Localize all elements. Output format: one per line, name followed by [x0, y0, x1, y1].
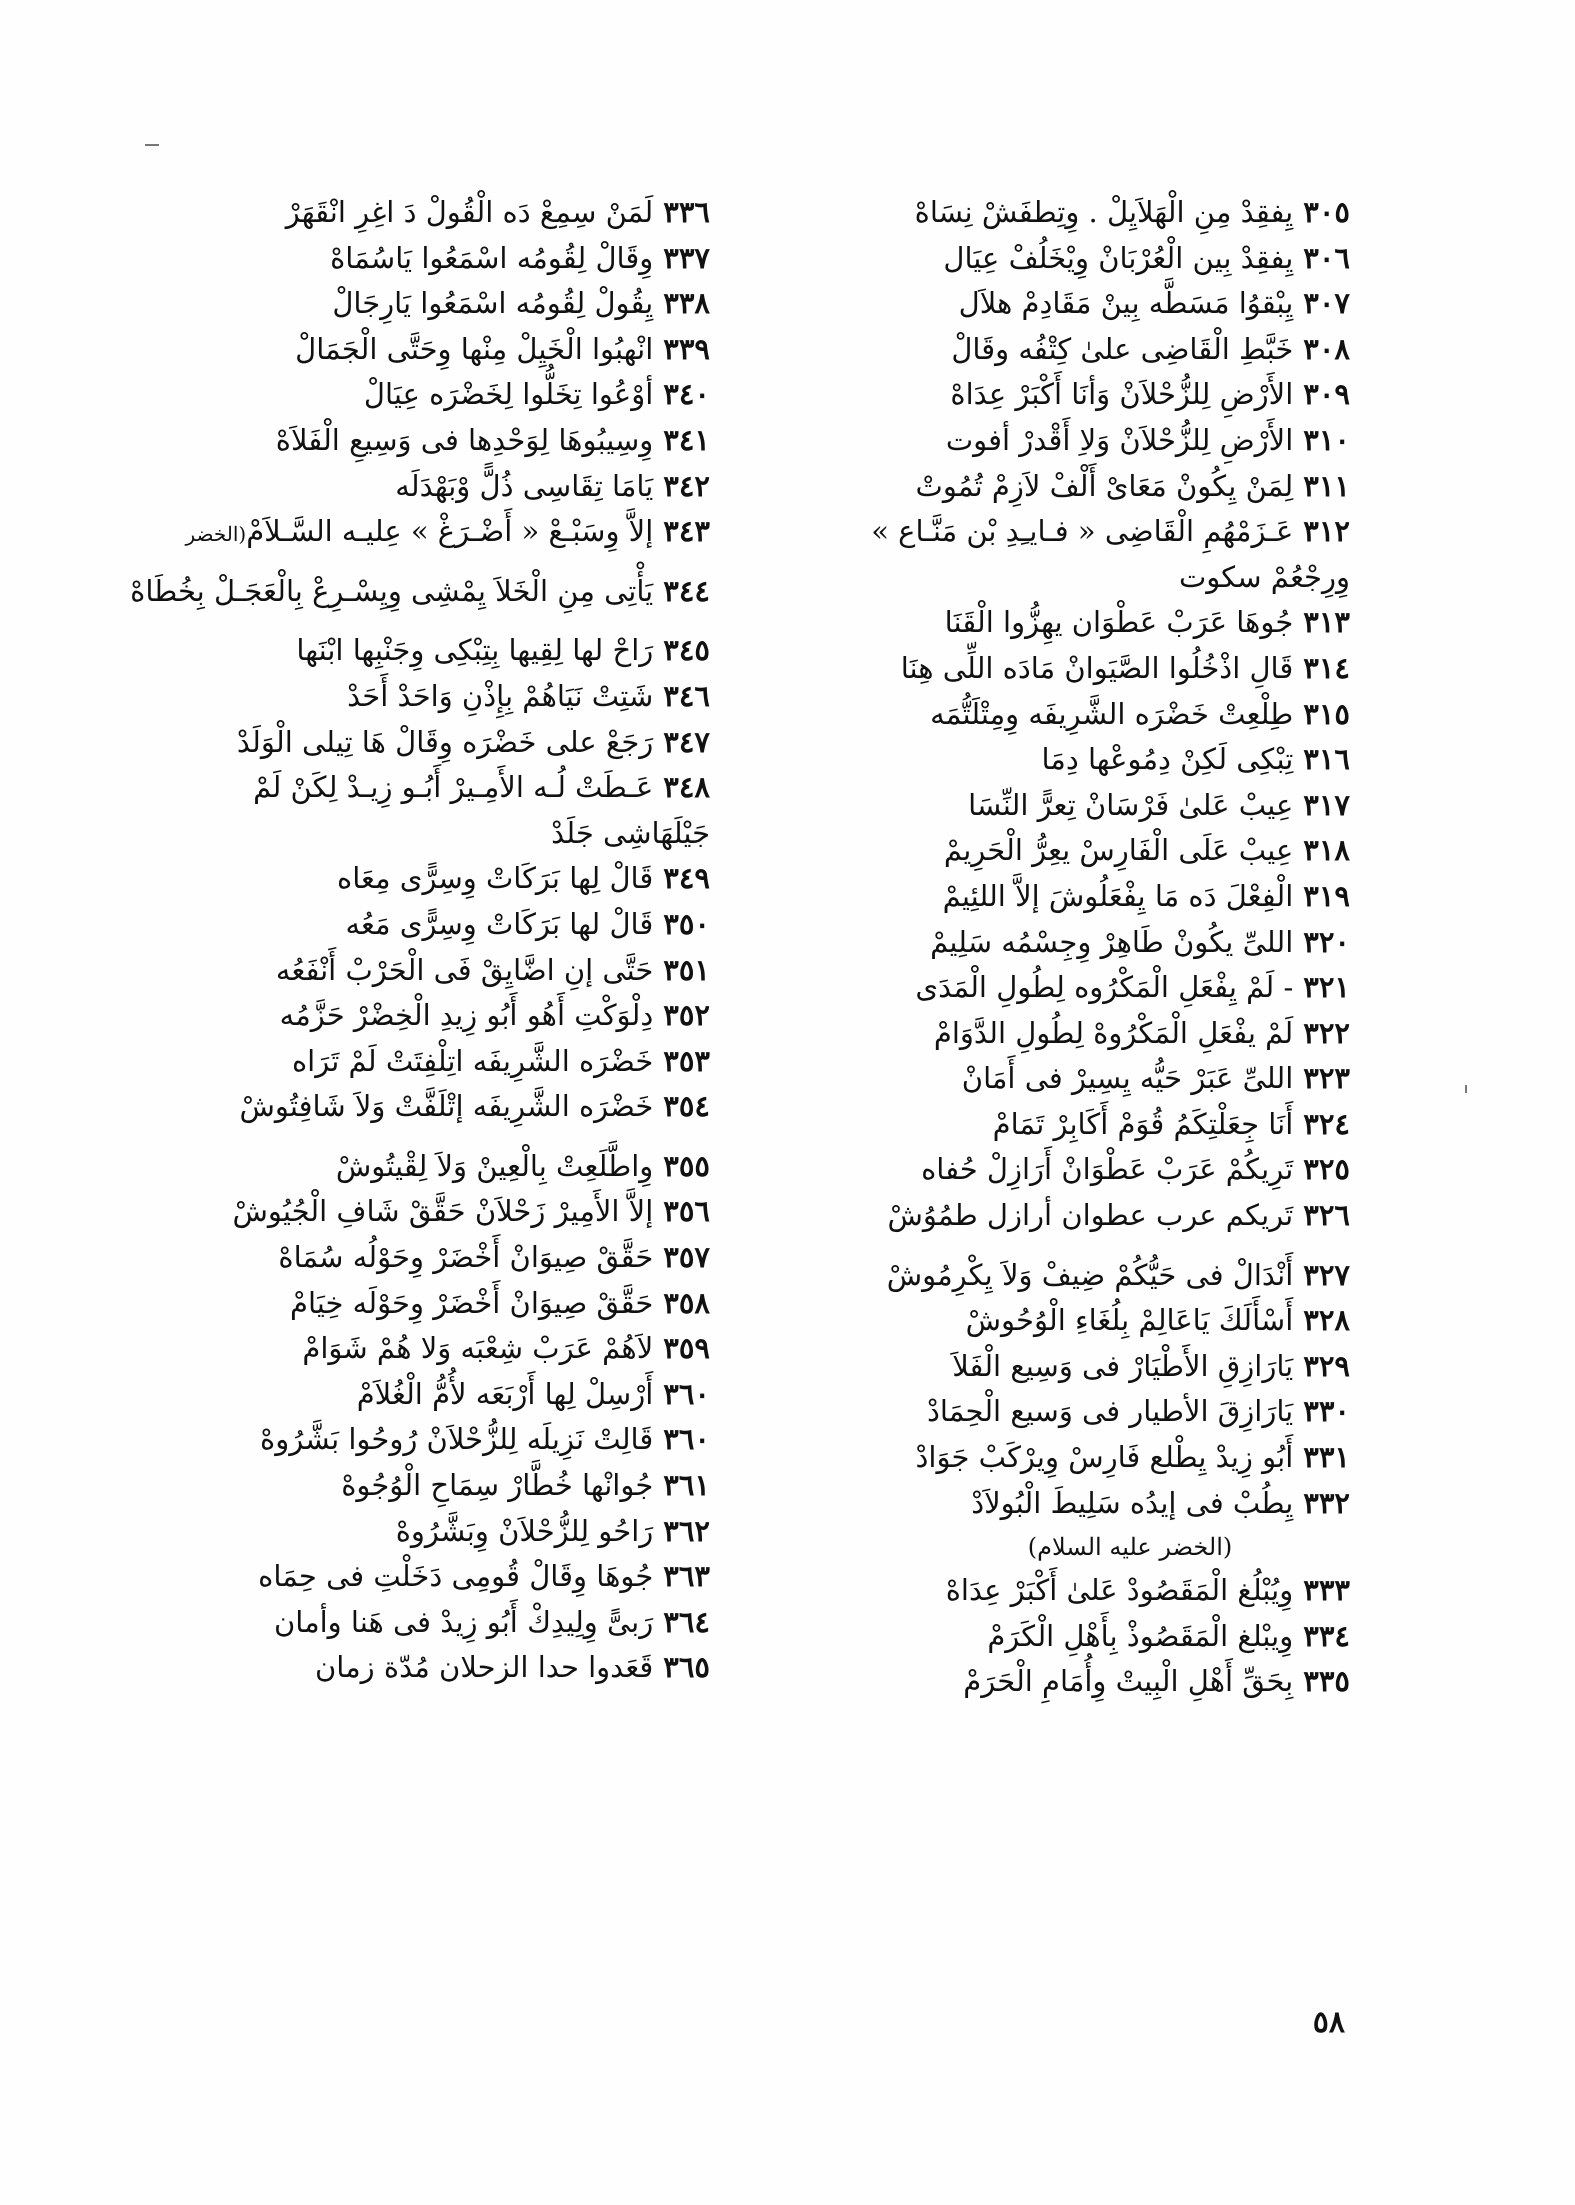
- verse-number: ٣٠٥: [1303, 195, 1350, 229]
- verse-number: ٣١٦: [1303, 742, 1350, 777]
- verse-text: وِسِيبُوهَا لِوَحْدِها فى وَسِيعِ الْفَلاَهْ: [275, 422, 654, 457]
- verse-text: يِطُبْ فى إيدُه سَلِيطَ الْبُولاَدْ: [971, 1485, 1294, 1520]
- verse-number: ٣٢٧: [1303, 1257, 1350, 1292]
- verse-text: الْفِعْلَ دَه مَا يِفْعَلُوشَ إلاَّ اللئِيمْ: [942, 878, 1294, 913]
- verse-number: ٣١٢: [1303, 514, 1350, 549]
- verse-text: أَنْدَالْ فى حَيُّكُمْ ضِيفْ وَلاَ يِكْرِمُوشْ: [886, 1257, 1294, 1292]
- verse-number: ٣١٩: [1303, 878, 1350, 913]
- verse-number: ٣٦٢: [663, 1513, 710, 1548]
- verse-line: [110, 902, 710, 948]
- verse-text: قَالِتْ نَزِيلَه لِلزُّحْلاَنْ رُوحُوا بَشَّرُوهْ: [260, 1422, 654, 1457]
- verse-line: [110, 281, 710, 327]
- verse-line: [830, 828, 1350, 874]
- verse-text: اللىِّ يكُونْ طَاهِرْ وِجِسْمُه سَلِيمْ: [930, 924, 1294, 959]
- verse-line: [110, 1235, 710, 1281]
- verse-line: [830, 1011, 1350, 1057]
- verse-text: خَضْرَه الشَّرِيفَه اتِلْفِتَتْ لَمْ تَرَاه: [291, 1043, 654, 1078]
- verse-text: تَريكم عرب عطوان أرازل طمُوُشْ: [887, 1198, 1294, 1233]
- scan-mark: [145, 144, 159, 146]
- verse-line: [110, 464, 710, 510]
- verse-line: [830, 1253, 1350, 1299]
- verse-line: [830, 190, 1350, 236]
- verse-line: [830, 281, 1350, 327]
- verse-number: ٣٦٣: [663, 1559, 710, 1594]
- verse-text: أَنَا جِعَلْتِكَمُ قُوَمْ أَكَابِرْ تَمَامْ: [992, 1106, 1294, 1141]
- verse-number: ٣٣٣: [1303, 1573, 1350, 1608]
- verse-number: ٣٤٤: [663, 573, 710, 608]
- verse-text: عَـزَمْهُمِ الْقَاضِى « فـايـِدِ بْن مَنَّـاع »: [871, 514, 1294, 549]
- verse-number: ٣٢٣: [1303, 1061, 1350, 1096]
- verse-number: ٣١٥: [1303, 696, 1350, 731]
- verse-line: [110, 1645, 710, 1691]
- verse-text: حَقَّقْ صِيوَانْ أَخْضَرْ وِحَوْلُه سُمَاهْ: [278, 1240, 654, 1275]
- verse-number: ٣٠٨: [1303, 331, 1350, 366]
- verse-text: يَارَازِقَ الأطيار فى وَسيع الْحِمَادْ: [926, 1394, 1294, 1429]
- verse-text: يَامَا تِقَاسِى ذُلًّ وْبَهْدَلَه: [395, 468, 654, 503]
- verse-line: [110, 628, 710, 674]
- verse-continuation: جَيْلَهَاشِى جَلَدْ: [551, 815, 710, 850]
- verse-line: [110, 1144, 710, 1190]
- verse-line: [830, 1435, 1350, 1481]
- verse-number: ٣٥٦: [663, 1194, 710, 1229]
- verse-number: ٣٠٦: [1303, 240, 1350, 275]
- verse-number: ٣٢٨: [1303, 1303, 1350, 1338]
- verse-text: لَمَنْ سِمِعْ دَه الْقُولْ دَ اغِرِ انْقَهَرْ: [285, 195, 654, 229]
- verse-number: ٣١١: [1303, 468, 1350, 503]
- verse-text: قَعَدوا حدا الزحلان مُدّة زمان: [315, 1650, 654, 1685]
- left-column: [110, 190, 710, 1691]
- verse-line: [830, 646, 1350, 692]
- verse-text: - لَمْ يِفْعَلِ الْمَكْرُوه لِطُولِ الْمَدَى: [915, 970, 1294, 1005]
- verse-number: ٣٢٤: [1303, 1106, 1350, 1141]
- verse-line: [110, 1554, 710, 1600]
- verse-number: ٣٢١: [1303, 970, 1350, 1005]
- verse-line: [110, 1463, 710, 1509]
- verse-text: عِيبْ عَلىٰ فَرْسَانْ تِعرًّ النِّسَا: [968, 787, 1294, 822]
- verse-line: [110, 1189, 710, 1235]
- verse-continuation: وِرِجْعُمْ سكوت: [1178, 559, 1350, 594]
- verse-number: ٣٥٢: [663, 998, 710, 1033]
- verse-text: انْهبُوا الْخَيِلْ مِنْها وِحَتَّى الْجَمَالْ: [295, 331, 654, 366]
- verse-number: ٣٦٠: [663, 1376, 710, 1411]
- verse-number: ٣٥٣: [663, 1043, 710, 1078]
- verse-text: جُوهَا عَرَبْ عَطْوَان يهِزُّوا الْقَنَا: [944, 605, 1294, 640]
- verse-number: ٣٦٠: [663, 1422, 710, 1457]
- verse-number: ٣٢٦: [1303, 1198, 1350, 1233]
- verse-text: شَتِتْ نَيَاهُمْ بِإِذْنِ وَاحَدْ أَحَدْ: [347, 678, 654, 713]
- verse-line: [110, 1600, 710, 1646]
- verse-number: ٣٠٩: [1303, 377, 1350, 412]
- verse-number: ٣٦٤: [663, 1604, 710, 1639]
- verse-line: [830, 1298, 1350, 1344]
- verse-text: أَبُو زِيدْ يِطْلع فَارِسْ وِيرْكَبْ جَوَادْ: [915, 1440, 1294, 1475]
- verse-line: [110, 674, 710, 720]
- verse-number: ٣٣٧: [663, 240, 710, 275]
- verse-text: رَبىًّ وِلِيدِكْ أَبُو زِيدْ فى هَنا وأمان: [273, 1604, 654, 1639]
- verse-line: [830, 236, 1350, 282]
- verse-text: يَارَازِقِ الأَطْيَارْ فى وَسِيع الْفَلاَ: [952, 1348, 1294, 1383]
- right-column: [830, 190, 1350, 1705]
- verse-line: [830, 783, 1350, 829]
- inline-note: (الخضر: [185, 522, 247, 547]
- verse-text: لاَهُمْ عَرَبْ شِعْبَه وَلا هُمْ شَوَامْ: [302, 1331, 654, 1366]
- verse-number: ٣٢٩: [1303, 1348, 1350, 1383]
- verse-number: ٣٣٥: [1303, 1664, 1350, 1699]
- verse-text: إلاَّ الأَمِيرْ زَحْلاَنْ حَقَّقْ شَافِ الْجُيُوشْ: [232, 1194, 654, 1229]
- verse-line: [110, 1326, 710, 1372]
- verse-line: [830, 920, 1350, 966]
- verse-number: ٣٤٠: [663, 377, 710, 412]
- verse-text: يِقُولْ لِقُومُه اسْمَعُوا يَارِجَالْ: [332, 286, 654, 321]
- verse-line: [830, 965, 1350, 1011]
- verse-line: [110, 509, 710, 555]
- verse-number: ٣٥٠: [663, 906, 710, 941]
- verse-number: ٣٤١: [663, 422, 710, 457]
- verse-text: أوْعُوا تِخَلُّوا لِخَضْرَه عِيَالْ: [363, 377, 654, 412]
- verse-line: [830, 1568, 1350, 1614]
- verse-line: [830, 1147, 1350, 1193]
- verse-number: ٣٥١: [663, 952, 710, 987]
- verse-line: [830, 464, 1350, 510]
- verse-line: [830, 1193, 1350, 1239]
- verse-number: ٣١٤: [1303, 650, 1350, 685]
- verse-number: ٣٣٨: [663, 286, 710, 321]
- verse-number: ٣٢٥: [1303, 1152, 1350, 1187]
- verse-number: ٣٤٥: [663, 633, 710, 668]
- verse-text: وِيُبْلُغ الْمَقَصُودْ عَلىٰ أَكْبَرْ عِدَاهْ: [945, 1573, 1294, 1608]
- verse-text: جُوانْها خُطَّارْ سِمَاحِ الْوُجُوهْ: [341, 1468, 654, 1503]
- verse-number: ٣١٧: [1303, 787, 1350, 822]
- verse-text: يِفقِدْ مِنِ الْهَلاَيِلْ . وِتِطفَشْ نِسَاهْ: [914, 195, 1294, 229]
- verse-line: [110, 569, 710, 615]
- verse-line: [830, 874, 1350, 920]
- verse-text: اللىِّ عَبَرْ حَيُّه يِسِيرْ فى أَمَانْ: [961, 1061, 1294, 1096]
- verse-line: [110, 1417, 710, 1463]
- verse-number: ٣٥٨: [663, 1285, 710, 1320]
- verse-number: ٣٣١: [1303, 1440, 1350, 1475]
- verse-number: ٣٥٤: [663, 1089, 710, 1124]
- verse-line: [830, 1614, 1350, 1660]
- verse-number: ٣٤٧: [663, 724, 710, 759]
- verse-number: ٣٢٢: [1303, 1015, 1350, 1050]
- verse-number: ٣٣٦: [663, 195, 710, 229]
- verse-number: ٣٥٥: [663, 1148, 710, 1183]
- verse-line: [110, 948, 710, 994]
- verse-number: ٣٣٩: [663, 331, 710, 366]
- verse-text: عَـطَتْ لُـه الأَمِـيرْ أَبُـو زِيـدْ لِكَنْ لَمْ: [253, 770, 654, 805]
- verse-text: أَسْأَلَكَ يَاعَالِمْ بِلُغَاءِ الْوُحُوشْ: [965, 1303, 1294, 1338]
- verse-text: حَقَّقْ صِيوَانْ أَخْضَرْ وِحَوْلَه خِيَامْ: [290, 1285, 654, 1320]
- verse-text: الأَرْضِ لِلزُّحْلاَنْ وَلاِ أَقْدرْ أفوت: [945, 422, 1294, 457]
- verse-line: [110, 1509, 710, 1555]
- verse-text: دِلْوَكْتِ أَهُو أَبُو زِيدِ الْخِضْرْ حَزَّمُه: [279, 998, 654, 1033]
- verse-text: بِحَقِّ أَهْلِ الْبِيتْ وِأُمَامِ الْحَرَمْ: [963, 1664, 1294, 1699]
- verse-text: يِبْقوُا مَسَطَّه بِينْ مَقَادِمْ هلاَل: [958, 286, 1294, 321]
- verse-line: [830, 372, 1350, 418]
- verse-number: ٣٥٧: [663, 1240, 710, 1275]
- verse-number: ٣٦١: [663, 1468, 710, 1503]
- verse-number: ٣٣٠: [1303, 1394, 1350, 1429]
- verse-line: [110, 190, 710, 236]
- verse-text: رَاحْ لها لِقِيها بِتِبْكِى وِجَنْبِها ابْنَها: [296, 633, 654, 668]
- verse-text: جُوهَا وِقَالْ قُومِى دَخَلْتِ فى حِمَاه: [258, 1559, 654, 1594]
- verse-number: ٣٣٢: [1303, 1485, 1350, 1520]
- verse-line: [830, 600, 1350, 646]
- verse-text: طِلْعِتْ خَضْرَه الشَّرِيفَه وِمِتْلَتُّمَه: [930, 696, 1294, 731]
- verse-line: [110, 856, 710, 902]
- verse-text: قَالْ لِها بَرَكَاتْ وِسِرًّى مِعَاه: [337, 861, 654, 896]
- verse-text: رَجَعْ على خَضْرَه وِقَالْ هَا تِيلى الْوَلَدْ: [236, 724, 654, 759]
- verse-number: ٣٤٦: [663, 678, 710, 713]
- verse-line: [830, 1389, 1350, 1435]
- verse-number: ٣٤٣: [663, 514, 710, 549]
- verse-number: ٣٠٧: [1303, 286, 1350, 321]
- verse-line: [830, 737, 1350, 783]
- verse-line: [830, 1659, 1350, 1705]
- verse-number: ٣٣٤: [1303, 1618, 1350, 1653]
- verse-text: يِفقِدْ بِين الْعُرْبَانْ وِيْخَلُفْ عِيَال: [943, 240, 1294, 275]
- verse-line: [110, 1039, 710, 1085]
- verse-line: [110, 418, 710, 464]
- verse-line: [830, 1056, 1350, 1102]
- section-note: (الخضر عليه السلام): [1027, 1533, 1233, 1562]
- verse-text: الأَرْضِ لِلزُّحْلاَنْ وَأنَا أَكْبَرْ عِدَاهْ: [950, 377, 1294, 412]
- verse-text: يَأْتِى مِنِ الْخَلاَ يِمْشِى وِيِسْـرِعْ بِالْعَجَـلْ بِخُطَاهْ: [130, 573, 654, 608]
- verse-text: تَرِيكُمْ عَرَبْ عَطْوَانْ أَرَازِلْ حُفاه: [921, 1152, 1294, 1187]
- verse-text: خَبَّطِ الْقَاضِى علىٰ كِتْفُه وقَالْ: [951, 331, 1294, 366]
- verse-line: [110, 720, 710, 766]
- verse-text: لِمَنْ يِكُونْ مَعَاىْ أَلْفْ لاَزِمْ تُمُوتْ: [915, 468, 1294, 503]
- verse-number: ٣٤٨: [663, 770, 710, 805]
- verse-number: ٣١٨: [1303, 833, 1350, 868]
- verse-number: ٣١٠: [1303, 422, 1350, 457]
- scan-mark: [1465, 1085, 1467, 1093]
- verse-text: قَالْ لها بَرَكَاتْ وِسِرًّى مَعُه: [345, 906, 654, 941]
- verse-number: ٣٤٢: [663, 468, 710, 503]
- verse-text: إلاَّ وِسَبْـعْ « أَضْـرَغْ » عِليـه السَّـلاَمْ: [246, 514, 654, 549]
- verse-text: رَاحُو لِلزُّحْلاَنْ وِبَشَّرُوهْ: [395, 1513, 654, 1548]
- verse-text: أَرْسِلْ لِها أَرْبَعَه لأُمُّ الْغُلاَمْ: [356, 1376, 654, 1411]
- verse-line: [830, 509, 1350, 600]
- verse-line: [110, 1372, 710, 1418]
- verse-number: ٣٤٩: [663, 861, 710, 896]
- verse-text: وِيبْلغ الْمَقَصُوذْ بِأَهْلِ الْكَرَمْ: [987, 1618, 1294, 1653]
- verse-line: [830, 1481, 1350, 1527]
- verse-text: حَتَّى إنِ اضَّايِقْ فَى الْحَرْبْ أَنْفَعُه: [275, 952, 654, 987]
- verse-line: [830, 418, 1350, 464]
- verse-text: عِيبْ عَلَى الْفَارِسْ يعِرُّ الْحَرِيمْ: [943, 833, 1294, 868]
- verse-text: قَالِ اذْخُلُوا الصَّيَوانْ مَادَه اللِّى هِنَا: [900, 650, 1294, 685]
- verse-number: ٣٥٩: [663, 1331, 710, 1366]
- verse-line: [830, 1102, 1350, 1148]
- verse-line: [110, 236, 710, 282]
- verse-line: [110, 372, 710, 418]
- verse-number: ٣٢٠: [1303, 924, 1350, 959]
- verse-text: خَضْرَه الشَّرِيفَه إتْلَفَّتْ وَلاَ شَافِتُوشْ: [239, 1089, 654, 1124]
- verse-line: [830, 327, 1350, 373]
- verse-number: ٣١٣: [1303, 605, 1350, 640]
- verse-line: [110, 1281, 710, 1327]
- verse-line: [110, 993, 710, 1039]
- verse-number: ٣٦٥: [663, 1650, 710, 1685]
- page-number: ٥٨: [1312, 2005, 1345, 2040]
- verse-line: [830, 692, 1350, 738]
- verse-text: وِاطَّلَعِتْ بِالْعِينْ وَلاَ لِقْيتُوشْ: [335, 1148, 654, 1183]
- verse-text: لَمْ يفْعَلِ الْمَكْرُوهْ لِطُولِ الدَّوَامْ: [933, 1015, 1294, 1050]
- verse-text: تِبْكِى لَكِنْ دِمُوعْها دِمَا: [1041, 742, 1294, 777]
- verse-line: [110, 1084, 710, 1130]
- verse-line: [830, 1344, 1350, 1390]
- verse-line: [110, 765, 710, 856]
- verse-line: [110, 327, 710, 373]
- verse-text: وِقَالْ لِقُومُه اسْمَعُوا يَاسُمَاهْ: [330, 240, 654, 275]
